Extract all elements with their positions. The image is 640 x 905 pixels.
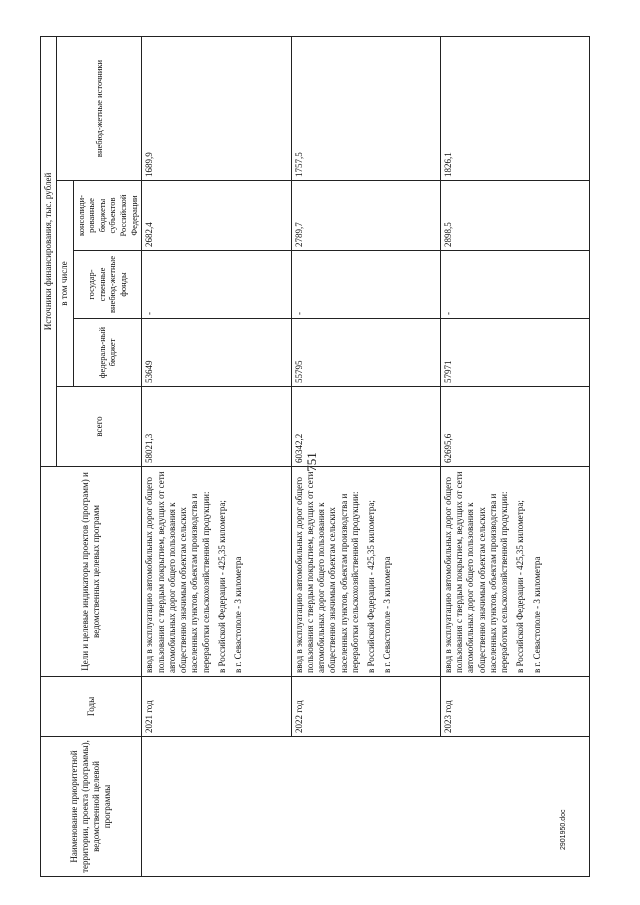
extra-cell: 1826,1	[440, 36, 589, 180]
regional-cell: 2682,4	[142, 181, 291, 251]
total-cell: 58021,3	[142, 387, 291, 467]
header-state-funds: государ-ственные внебюд-жетные фонды	[73, 251, 142, 319]
header-total: всего	[57, 387, 142, 467]
document-code: 2901950.doc	[560, 809, 567, 850]
state-funds-cell: -	[291, 251, 440, 319]
goal-cell	[142, 467, 291, 677]
goal-sev: в г. Севастополе - 3 километра	[233, 556, 243, 673]
goal-main: ввод в эксплуатацию автомобильных дорог общего пользования с твердым покрытием, ведущих от сети автомобильных дорог общего пользования к общественно значимым объектам сельских населенных пунктов, объектам производства и переработки сельскохозяйственной продукции:	[144, 471, 211, 673]
federal-cell: 53649	[142, 319, 291, 387]
financing-table-wrapper	[40, 37, 590, 877]
financing-table	[40, 36, 590, 877]
goal-rf: в Российской Федерации - 425,35 километра;	[515, 500, 526, 673]
extra-cell: 1757,5	[291, 36, 440, 180]
goal-rf: в Российской Федерации - 425,35 километра;	[216, 500, 227, 673]
year-cell: 2023 год	[440, 677, 589, 737]
regional-cell: 2898,5	[440, 181, 589, 251]
header-goals: Цели и целевые индикаторы проектов (программ) и ведомственных целевых программ	[41, 467, 142, 677]
year-cell: 2022 год	[291, 677, 440, 737]
year-cell: 2021 год	[142, 677, 291, 737]
goal-rf: в Российской Федерации - 425,35 километра;	[366, 500, 376, 673]
header-row-1	[41, 36, 57, 876]
header-name: Наименование приоритетной территории, проекта (программы), ведомственной целевой программы	[41, 737, 142, 877]
goal-cell	[440, 467, 589, 677]
header-federal: федераль-ный бюджет	[73, 319, 142, 387]
header-years: Годы	[41, 677, 142, 737]
goal-main: ввод в эксплуатацию автомобильных дорог общего пользования с твердым покрытием, ведущих от сети автомобильных дорог общего пользования к общественно значимым объектам сельских населенных пунктов, объектам производства и переработки сельскохозяйственной продукции:	[293, 471, 360, 673]
header-regional: консолиди-рованные бюджеты субъектов Российской Федерации	[73, 181, 142, 251]
federal-cell: 55795	[291, 319, 440, 387]
extra-cell: 1689,9	[142, 36, 291, 180]
goal-cell	[291, 467, 440, 677]
goal-sev: в г. Севастополе - 3 километра	[382, 556, 393, 673]
page-number: 751	[304, 452, 319, 472]
federal-cell: 57971	[440, 319, 589, 387]
goal-sev: в г. Севастополе - 3 километра	[531, 556, 542, 673]
state-funds-cell: -	[440, 251, 589, 319]
state-funds-cell: -	[142, 251, 291, 319]
total-cell: 62695,6	[440, 387, 589, 467]
goal-main: ввод в эксплуатацию автомобильных дорог общего пользования с твердым покрытием, ведущих от сети автомобильных дорог общего пользования к общественно значимым объектам сельских населенных пунктов, объектам производства и переработки сельскохозяйственной продукции:	[442, 471, 509, 673]
total-cell: 60342,2	[291, 387, 440, 467]
header-extra: внебюд-жетные источники	[57, 36, 142, 180]
header-including: в том числе	[57, 181, 73, 387]
header-sources: Источники финансирования, тыс. рублей	[41, 36, 57, 466]
regional-cell: 2789,7	[291, 181, 440, 251]
name-cell-empty	[142, 737, 590, 877]
table-row	[142, 36, 291, 876]
